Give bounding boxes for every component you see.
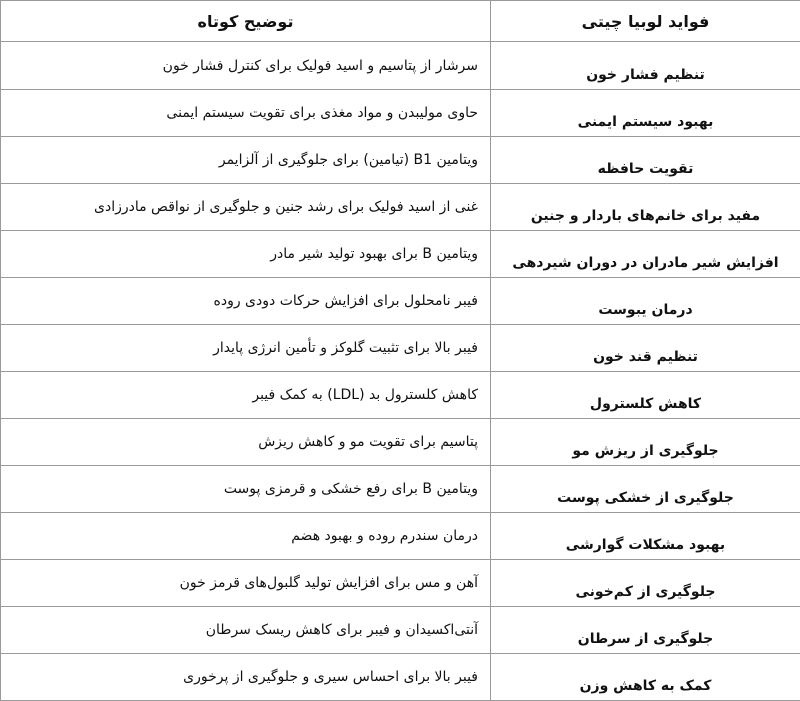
benefit-cell: بهبود سیستم ایمنی [491, 90, 800, 137]
header-row [1, 1, 800, 42]
description-cell: غنی از اسید فولیک برای رشد جنین و جلوگیری از نواقص مادرزادی [1, 184, 491, 231]
table-row [1, 137, 800, 184]
description-cell: فیبر نامحلول برای افزایش حرکات دودی روده [1, 278, 491, 325]
benefit-cell: درمان یبوست [491, 278, 800, 325]
header-benefit: فواید لوبیا چیتی [491, 1, 800, 42]
table-row [1, 419, 800, 466]
description-cell: ویتامین B برای بهبود تولید شیر مادر [1, 231, 491, 278]
table-row [1, 372, 800, 419]
description-cell: درمان سندرم روده و بهبود هضم [1, 513, 491, 560]
table-row [1, 654, 800, 701]
benefit-cell: کاهش کلسترول [491, 372, 800, 419]
description-cell: سرشار از پتاسیم و اسید فولیک برای کنترل فشار خون [1, 42, 491, 90]
table-row [1, 466, 800, 513]
benefit-cell: تنظیم قند خون [491, 325, 800, 372]
table-row [1, 231, 800, 278]
benefit-cell: بهبود مشکلات گوارشی [491, 513, 800, 560]
table-row [1, 184, 800, 231]
benefit-cell: کمک به کاهش وزن [491, 654, 800, 701]
description-cell: ویتامین B1 (تیامین) برای جلوگیری از آلزایمر [1, 137, 491, 184]
benefit-cell: جلوگیری از کم‌خونی [491, 560, 800, 607]
table-body [1, 42, 800, 701]
description-cell: آنتی‌اکسیدان و فیبر برای کاهش ریسک سرطان [1, 607, 491, 654]
benefit-cell: جلوگیری از سرطان [491, 607, 800, 654]
description-cell: فیبر بالا برای تثبیت گلوکز و تأمین انرژی پایدار [1, 325, 491, 372]
table-row [1, 90, 800, 137]
description-cell: ویتامین B برای رفع خشکی و قرمزی پوست [1, 466, 491, 513]
description-cell: حاوی مولیبدن و مواد مغذی برای تقویت سیستم ایمنی [1, 90, 491, 137]
table-row [1, 278, 800, 325]
description-cell: فیبر بالا برای احساس سیری و جلوگیری از پرخوری [1, 654, 491, 701]
description-cell: آهن و مس برای افزایش تولید گلبول‌های قرمز خون [1, 560, 491, 607]
benefit-cell: مفید برای خانم‌های باردار و جنین [491, 184, 800, 231]
table-header [1, 1, 800, 42]
table-row [1, 607, 800, 654]
benefit-cell: تقویت حافظه [491, 137, 800, 184]
benefit-cell: جلوگیری از ریزش مو [491, 419, 800, 466]
table-row [1, 513, 800, 560]
benefit-cell: تنظیم فشار خون [491, 42, 800, 90]
description-cell: کاهش کلسترول بد (LDL) به کمک فیبر [1, 372, 491, 419]
table-row [1, 560, 800, 607]
benefit-cell: افزایش شیر مادران در دوران شیردهی [491, 231, 800, 278]
header-description: توضیح کوتاه [1, 1, 491, 42]
benefit-cell: جلوگیری از خشکی پوست [491, 466, 800, 513]
table-row [1, 42, 800, 90]
table-row [1, 325, 800, 372]
description-cell: پتاسیم برای تقویت مو و کاهش ریزش [1, 419, 491, 466]
